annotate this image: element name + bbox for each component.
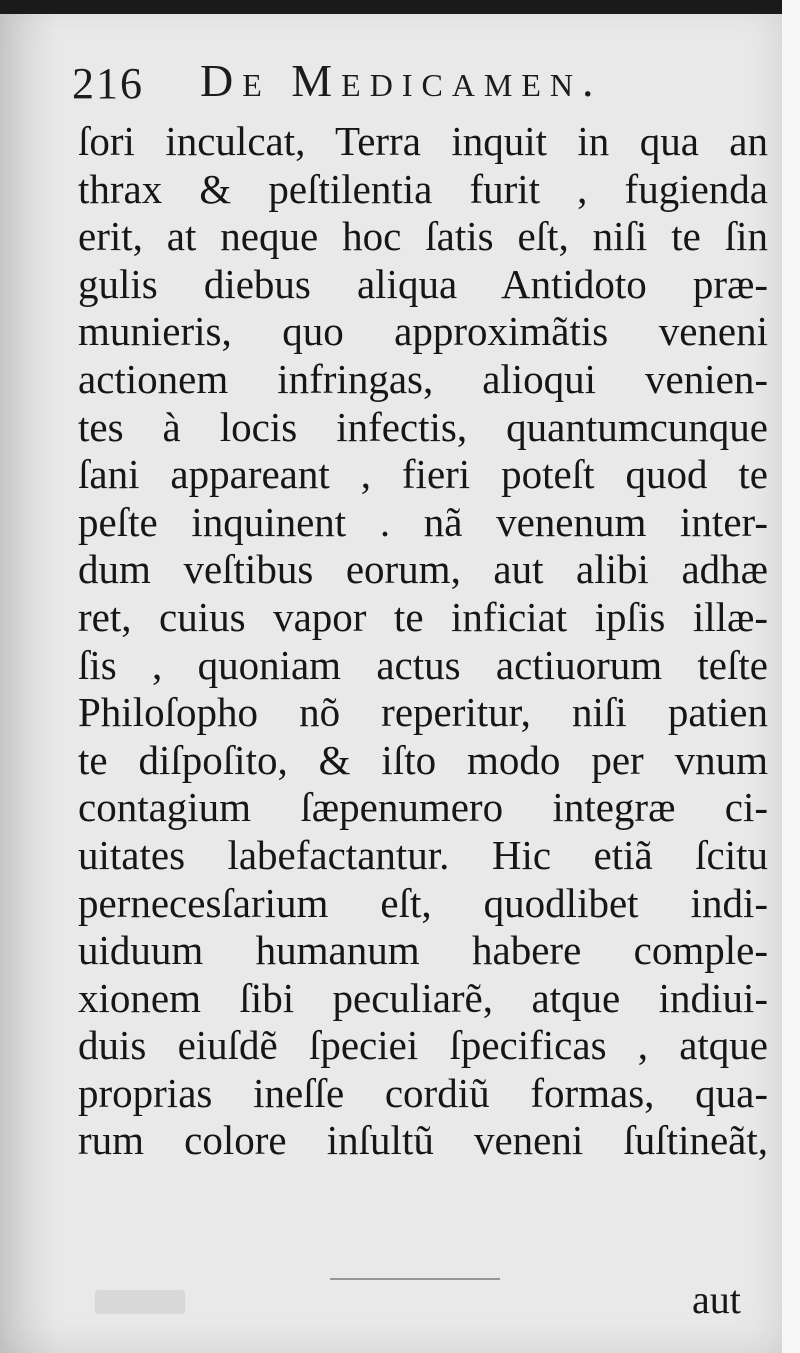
text-line: ſis , quoniam actus actiuorum teſte — [78, 641, 768, 688]
gutter-shadow — [0, 0, 60, 1353]
page-right-margin — [782, 0, 800, 1353]
body-text — [78, 118, 768, 1165]
text-line: tes à locis infectis, quantumcunque — [78, 403, 768, 450]
faint-bleedthrough-mark — [95, 1290, 185, 1314]
page-number: 216 — [72, 59, 144, 108]
text-line: duis eiuſdẽ ſpeciei ſpecificas , atque — [78, 1022, 768, 1069]
text-line: peſte inquinent . nã venenum inter- — [78, 498, 768, 545]
text-line: uiduum humanum habere comple- — [78, 927, 768, 974]
page-header — [72, 52, 772, 112]
text-line: ſani appareant , fieri poteſt quod te — [78, 451, 768, 498]
bottom-smudge-rule — [330, 1278, 500, 1280]
text-line: ret, cuius vapor te inficiat ipſis illæ- — [78, 593, 768, 640]
text-line: dum veſtibus eorum, aut alibi adhæ — [78, 546, 768, 593]
text-line: pernecesſarium eſt, quodlibet indi- — [78, 879, 768, 926]
text-line: gulis diebus aliqua Antidoto præ- — [78, 260, 768, 307]
running-head: De Medicamen. — [200, 55, 603, 106]
text-line: Philoſopho nõ reperitur, niſi patien — [78, 689, 768, 736]
text-line: ſori inculcat, Terra inquit in qua an — [78, 118, 768, 164]
page-top-edge — [0, 0, 782, 14]
text-line: munieris, quo approximãtis veneni — [78, 308, 768, 355]
text-line: actionem infringas, alioqui venien- — [78, 355, 768, 402]
text-line: thrax & peſtilentia furit , fugienda — [78, 165, 768, 212]
catchword: aut — [692, 1277, 741, 1322]
text-line: rum colore inſultũ veneni ſuſtineãt, — [78, 1117, 768, 1164]
text-line: contagium ſæpenumero integræ ci- — [78, 784, 768, 831]
text-line: te diſpoſito, & iſto modo per vnum — [78, 736, 768, 783]
text-line: xionem ſibi peculiarẽ, atque indiui- — [78, 974, 768, 1021]
text-line: proprias ineſſe cordiũ formas, qua- — [78, 1069, 768, 1116]
text-line: erit, at neque hoc ſatis eſt, niſi te ſin — [78, 213, 768, 260]
text-line: uitates labefactantur. Hic etiã ſcitu — [78, 831, 768, 878]
